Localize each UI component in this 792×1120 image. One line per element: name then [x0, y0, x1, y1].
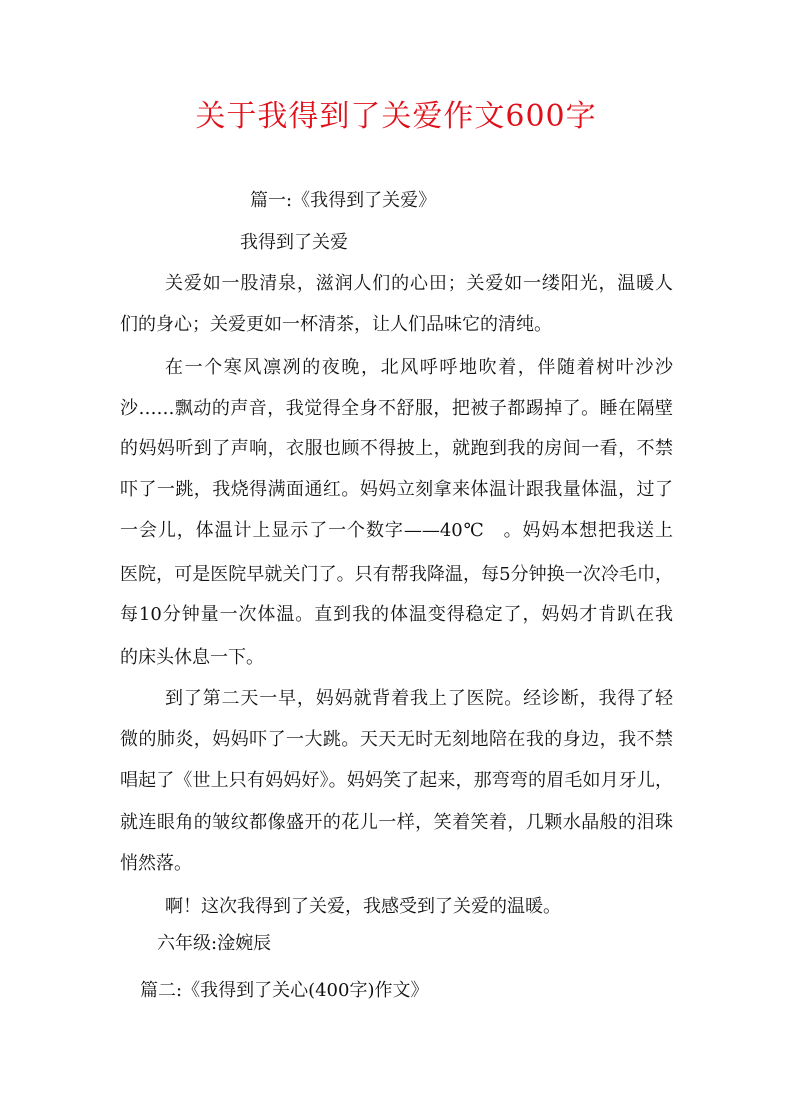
- paragraph-4-line-1: 啊！这次我得到了关爱，我感受到了关爱的温暖。: [165, 896, 561, 917]
- paragraph-2-line-8: 的床头休息一下。: [120, 647, 264, 668]
- paragraph-3-line-5: 悄然落。: [120, 853, 192, 874]
- part2-heading: 篇二:《我得到了关心(400字)作文》: [140, 980, 429, 1001]
- paragraph-2-line-5: 一会儿，体温计上显示了一个数字——40℃ 。妈妈本想把我送上: [120, 520, 673, 541]
- paragraph-3-line-2: 微的肺炎，妈妈吓了一大跳。天天无时无刻地陪在我的身边，我不禁: [120, 729, 673, 750]
- paragraph-2-line-7: 每10分钟量一次体温。直到我的体温变得稳定了，妈妈才肯趴在我: [120, 604, 673, 625]
- paragraph-3-line-1: 到了第二天一早，妈妈就背着我上了医院。经诊断，我得了轻: [165, 688, 673, 709]
- part1-heading: 篇一:《我得到了关爱》: [250, 190, 437, 211]
- document-title: 关于我得到了关爱作文600字: [195, 99, 597, 134]
- paragraph-3-line-3: 唱起了《世上只有妈妈好》。妈妈笑了起来，那弯弯的眉毛如月牙儿，: [120, 770, 673, 791]
- paragraph-2-line-3: 的妈妈听到了声响，衣服也顾不得披上，就跑到我的房间一看，不禁: [120, 438, 673, 459]
- paragraph-2-line-4: 吓了一跳，我烧得满面通红。妈妈立刻拿来体温计跟我量体温，过了: [120, 479, 673, 500]
- paragraph-1-line-1: 关爱如一股清泉，滋润人们的心田；关爱如一缕阳光，温暖人: [165, 273, 673, 294]
- paragraph-2-line-1: 在一个寒风凛冽的夜晚，北风呼呼地吹着，伴随着树叶沙沙: [165, 357, 673, 378]
- paragraph-3-line-4: 就连眼角的皱纹都像盛开的花儿一样，笑着笑着，几颗水晶般的泪珠: [120, 812, 673, 833]
- part1-subtitle: 我得到了关爱: [240, 232, 348, 253]
- paragraph-2-line-2: 沙……飘动的声音，我觉得全身不舒服，把被子都踢掉了。睡在隔壁: [120, 398, 673, 419]
- grade-author: 六年级:淦婉辰: [157, 933, 272, 954]
- paragraph-1-line-2: 们的身心；关爱更如一杯清茶，让人们品味它的清纯。: [120, 314, 552, 335]
- paragraph-2-line-6: 医院，可是医院早就关门了。只有帮我降温，每5分钟换一次冷毛巾，: [120, 564, 673, 585]
